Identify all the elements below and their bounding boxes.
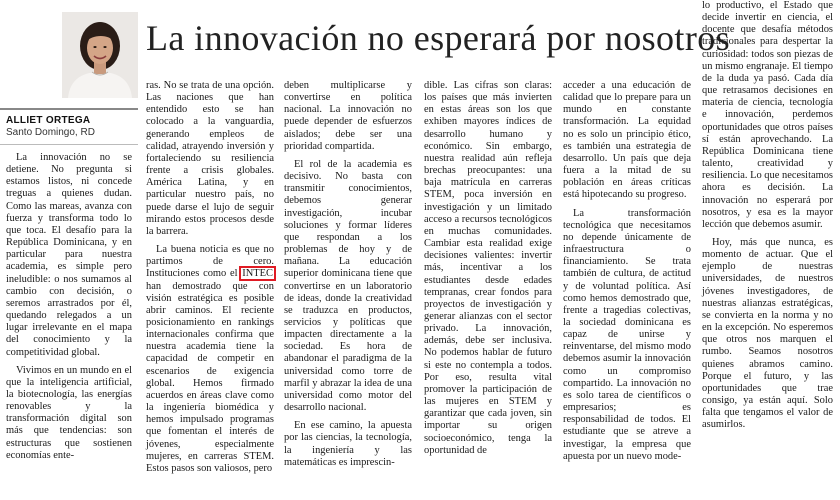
paragraph — [146, 244, 274, 475]
article-headline: La innovación no esperará por nosotros — [146, 18, 731, 58]
article-column-3 — [284, 80, 412, 469]
paragraph: acceder a una educación de calidad que lo prepare para un mundo en constante transformación. La equidad no es solo un principio ético, es también una estrategia de desarrollo. Un país que deja fuera a la mitad de su población en áreas críticas está hipotecando su progreso. — [563, 80, 691, 201]
paragraph: dible. Las cifras son claras: los países que más invierten en estas áreas son los que exhiben mayores índices de desarrollo humano y económico. Sin embargo, nuestra realidad aún refleja brechas preocupantes: una baja matrícula en carreras STEM, poca inversión en investigación y un limitado acceso a recursos tecnológicos en muchas comunidades. Cambiar esta realidad exige decisiones valientes: invertir más, incentivar a los estudiantes desde edades tempranas, crear fondos para proyectos de investigación y generar alianzas con el sector privado. La innovación, además, debe ser inclusiva. No podemos hablar de futuro si este no contempla a todos. Por eso, resulta vital promover la participación de las mujeres en STEM y garantizar que cada joven, sin importar su origen socioeconómico, tenga la oportunidad de — [424, 80, 552, 456]
byline-divider — [0, 108, 138, 110]
article-column-1 — [6, 152, 132, 462]
author-photo — [62, 12, 138, 98]
article-column-2 — [146, 80, 274, 475]
paragraph-text: La buena noticia es que no partimos de cero. Instituciones como el — [146, 244, 274, 280]
byline-divider-bottom — [0, 144, 138, 145]
paragraph: Hoy, más que nunca, es momento de actuar. Que el ejemplo de nuestras universidades, de nuestros jóvenes investigadores, de nuestras alianzas estratégicas, se convierta en la norma y no en la excepción. No esperemos que otros nos marquen el rumbo. Seamos nosotros quienes abramos camino. Porque el futuro, y las oportunidades que trae consigo, ya están aquí. Solo falta que tengamos el valor de asumirlos. — [702, 236, 833, 431]
paragraph: ras. No se trata de una opción. Las naciones que han entendido esto se han colocado a la vanguardia, generando empleos de calidad, atrayendo inversión y fortaleciendo su resiliencia frente a crisis globales. América Latina, y en particular nuestro país, no puede darse el lujo de seguir mirando estos procesos desde la barrera. — [146, 80, 274, 237]
author-location: Santo Domingo, RD — [6, 127, 95, 138]
author-name: ALLIET ORTEGA — [6, 115, 91, 126]
paragraph-text: han demostrado que con visión estratégica es posible abrir caminos. El reciente posicionamiento en rankings internacionales confirma que nuestra academia tiene la capacidad de competir en escenarios de exigencia global. Hemos firmado acuerdos en áreas clave como la ingeniería biomédica y hemos impulsado programas que fomentan el interés de jóvenes, especialmente mujeres, en carreras STEM. Estos pasos son valiosos, pero — [146, 280, 274, 474]
article-column-5 — [563, 80, 691, 463]
paragraph: El rol de la academia es decisivo. No basta con transmitir conocimientos, debemos generar investigación, incubar soluciones y formar líderes que respondan a los problemas de hoy y de mañana. La educación superior dominicana tiene que convertirse en un laboratorio de ideas, donde la creatividad se traduzca en productos, servicios y políticas que impacten directamente a la sociedad. Es hora de abandonar el paradigma de la universidad como torre de marfil y abrazar la idea de una universidad como motor del desarrollo nacional. — [284, 158, 412, 414]
paragraph: Vivimos en un mundo en el que la inteligencia artificial, la biotecnología, las energías renovables y la transformación digital son más que tendencias: son estructuras que sostienen economías ente- — [6, 364, 132, 461]
paragraph: La innovación no se detiene. No pregunta si estamos listos, ni concede treguas a quienes dudan. Como las mareas, avanza con fuerza y transforma todo lo que toca. El desafío para la República Dominicana, y en particular para nuestra academia, es simple pero ineludible: o nos sumamos al cambio con decisión, o seremos arrastrados por él, quedando relegados a un lugar irrelevante en el mapa del conocimiento y la competitividad global. — [6, 152, 132, 358]
paragraph: En ese camino, la apuesta por las ciencias, la tecnología, la ingeniería y las matemáticas es imprescin- — [284, 420, 412, 468]
paragraph: La transformación tecnológica que necesitamos no depende únicamente de infraestructura o financiamiento. Se trata también de cultura, de actitud y de voluntad política. Así como hemos demostrado que, frente a tragedias colectivas, la sociedad dominicana es capaz de unirse y reinventarse, del mismo modo debemos asumir la innovación como un compromiso compartido. La innovación no es solo tarea de científicos o empresarios; es responsabilidad de todos. El estudiante que se atreve a investigar, la empresa que apuesta por un nuevo mode- — [563, 207, 691, 462]
article-column-4 — [424, 80, 552, 457]
article-column-6 — [702, 0, 833, 431]
paragraph: deben multiplicarse y convertirse en política nacional. La innovación no puede depender de esfuerzos aislados; debe ser una prioridad compartida. — [284, 80, 412, 152]
paragraph: lo productivo, el Estado que decide invertir en ciencia, el docente que desafía métodos tradicionales para despertar la curiosidad: todos son piezas de un mismo engranaje. El tiempo de la duda ya pasó. Cada día que retrasamos decisiones en materia de ciencia, tecnología e innovación, perdemos oportunidades que otros países sí están aprovechando. La República Dominicana tiene talento, creatividad y resiliencia. Lo que necesitamos ahora es decisión. La innovación no esperará por nosotros, y esa es la mayor lección que debemos asumir. — [702, 0, 833, 230]
intec-highlight: INTEC — [242, 268, 273, 280]
